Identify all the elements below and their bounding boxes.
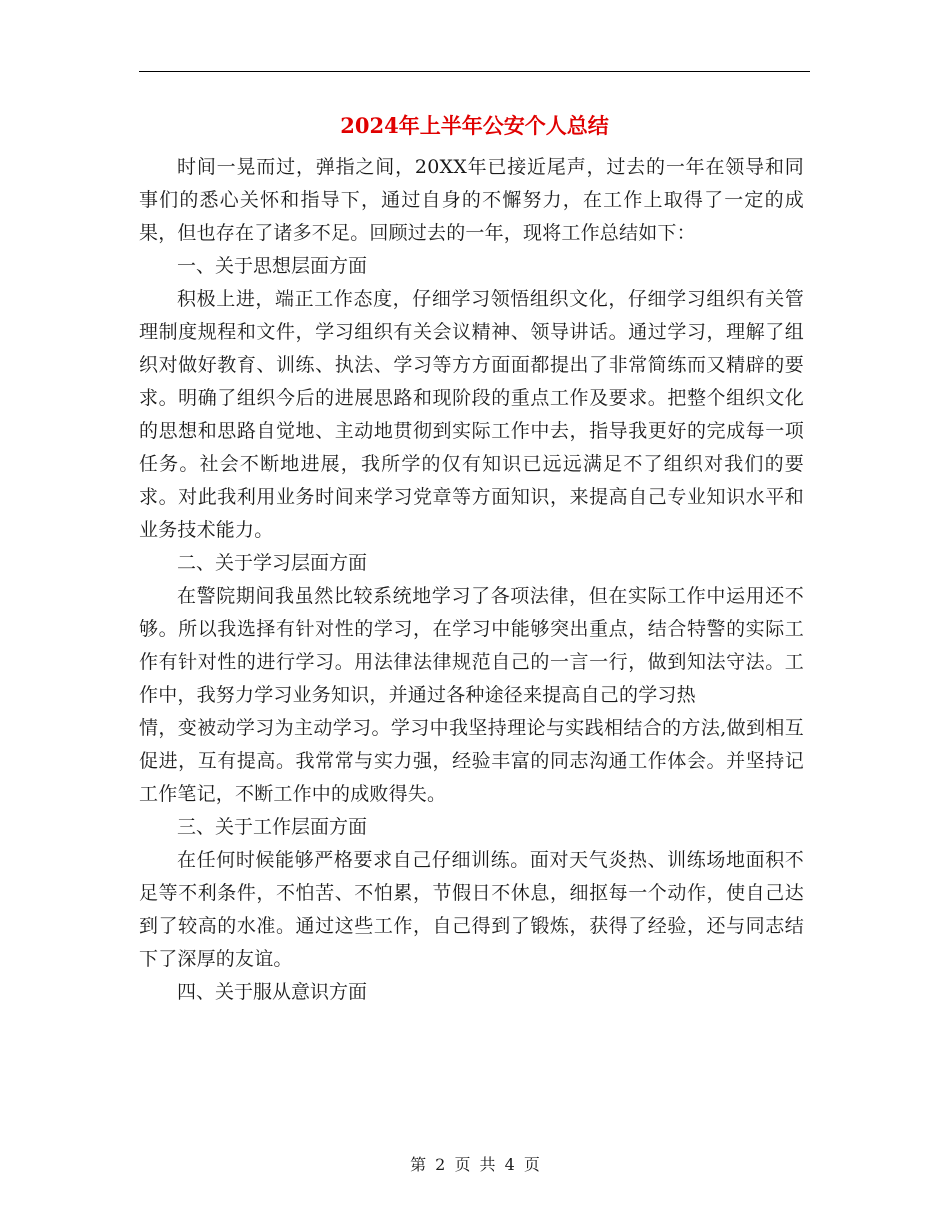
section-4-heading: 四、关于服从意识方面 xyxy=(177,981,368,1003)
header-rule xyxy=(139,71,810,72)
section-3-paragraph: 在任何时候能够严格要求自己仔细训练。面对天气炎热、训练场地面积不足等不利条件，不怕苦、不怕累，节假日不休息，细抠每一个动作，使自己达到了较高的水准。通过这些工作，自己得到了锻炼，获得了经验，还与同志结下了深厚的友谊。 xyxy=(139,849,804,970)
section-1-paragraph: 积极上进，端正工作态度，仔细学习领悟组织文化，仔细学习组织有关管理制度规程和文件，学习组织有关会议精神、领导讲话。通过学习，理解了组织对做好教育、训练、执法、学习等方方面面都提出了非常简练而又精辟的要求。明确了组织今后的进展思路和现阶段的重点工作及要求。把整个组织文化的思想和思路自觉地、主动地贯彻到实际工作中去，指导我更好的完成每一项任务。社会不断地进展，我所学的仅有知识已远远满足不了组织对我们的要求。对此我利用业务时间来学习党章等方面知识，来提高自己专业知识水平和业务技术能力。 xyxy=(139,288,804,541)
page-number-footer: 第 2 页 共 4 页 xyxy=(410,1155,540,1174)
section-1-heading: 一、关于思想层面方面 xyxy=(177,255,368,277)
section-3-heading: 三、关于工作层面方面 xyxy=(177,816,368,838)
intro-paragraph: 时间一晃而过，弹指之间，20XX年已接近尾声，过去的一年在领导和同事们的悉心关怀和指导下，通过自身的不懈努力，在工作上取得了一定的成果，但也存在了诸多不足。回顾过去的一年，现将工作总结如下： xyxy=(139,156,804,244)
document-title: 2024年上半年公安个人总结 xyxy=(340,113,609,138)
section-2-paragraph-part1: 在警院期间我虽然比较系统地学习了各项法律，但在实际工作中运用还不够。所以我选择有针对性的学习，在学习中能够突出重点，结合特警的实际工作有针对性的进行学习。用法律法律规范自己的一言一行，做到知法守法。工作中，我努力学习业务知识，并通过各种途径来提高自己的学习热 xyxy=(139,585,804,706)
section-2-paragraph-part2: 情，变被动学习为主动学习。学习中我坚持理论与实践相结合的方法,做到相互促进，互有提高。我常常与实力强，经验丰富的同志沟通工作体会。并坚持记工作笔记，不断工作中的成败得失。 xyxy=(139,717,804,805)
document-body xyxy=(139,151,804,1009)
section-2-heading: 二、关于学习层面方面 xyxy=(177,552,368,574)
